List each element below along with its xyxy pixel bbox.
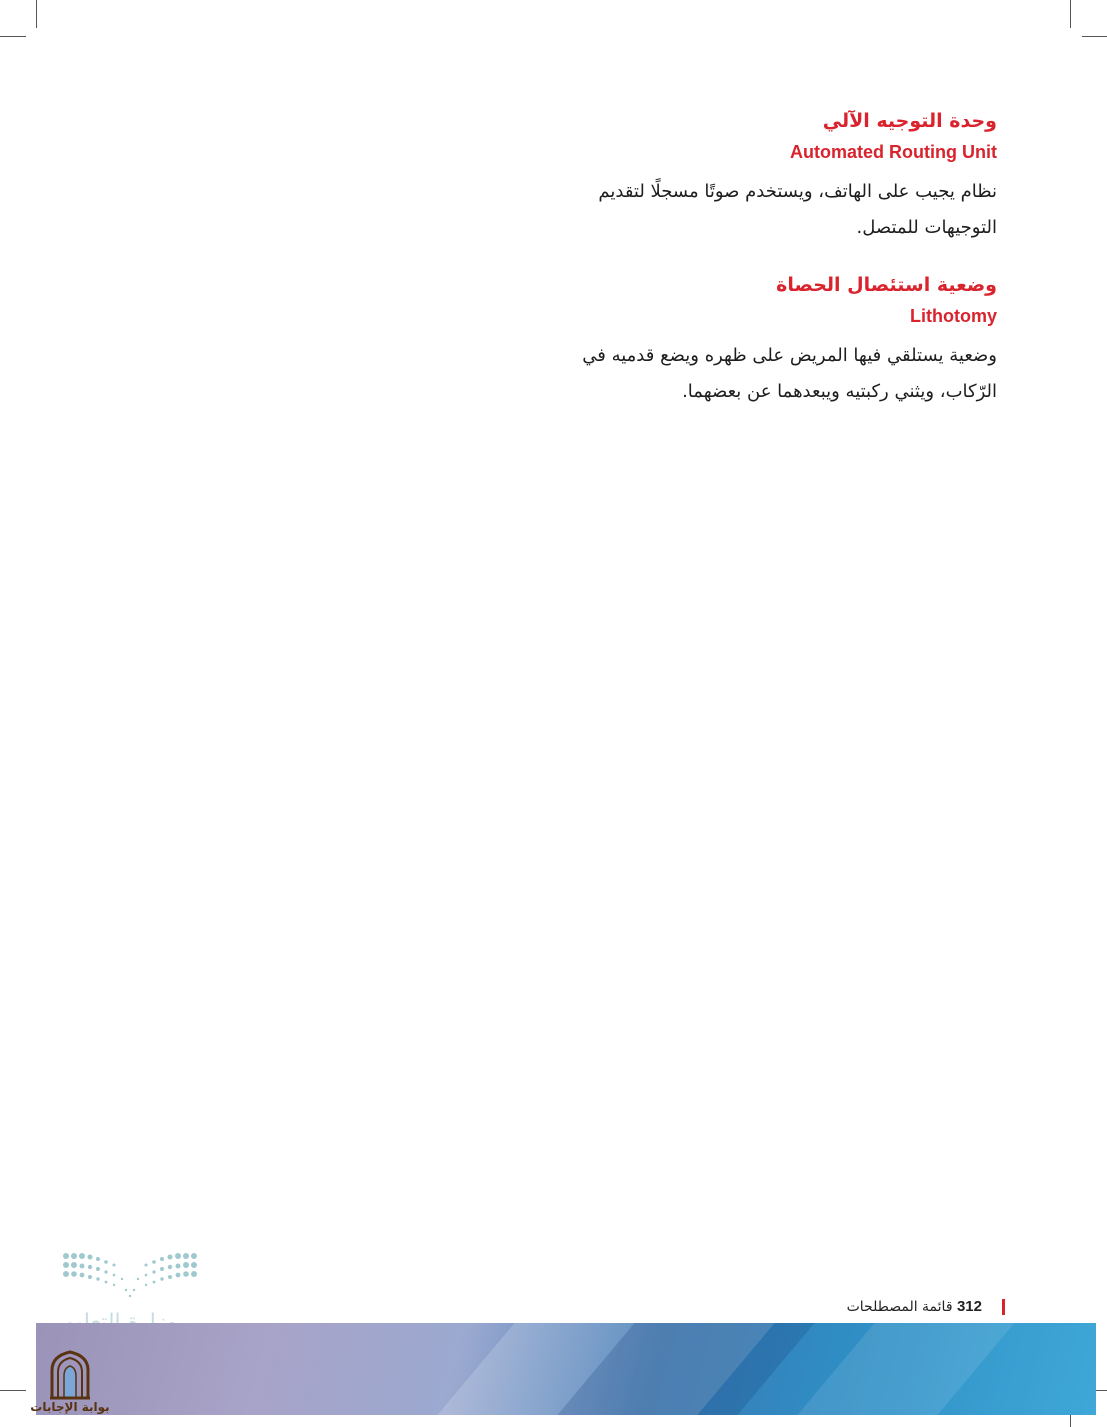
answers-portal-watermark: [30, 1348, 110, 1420]
definition-line: التوجيهات للمتصل.: [856, 217, 997, 238]
definition-line: نظام يجيب على الهاتف، ويستخدم صوتًا مسجلًا لتقديم: [598, 181, 997, 202]
term-english: Lithotomy: [910, 306, 997, 326]
footer-label: [847, 1297, 982, 1317]
page-footer: [847, 1297, 1005, 1317]
crop-mark-top-right: [1070, 0, 1071, 28]
footer-banner: [36, 1323, 1096, 1415]
glossary-content: [557, 108, 997, 436]
banner-swoosh: [797, 1323, 1014, 1415]
page-number: 312: [956, 1298, 982, 1315]
term-arabic: وضعية استئصال الحصاة: [776, 274, 997, 296]
term-definition: [557, 174, 997, 246]
glossary-term: [557, 108, 997, 246]
term-arabic: وحدة التوجيه الآلي: [822, 110, 997, 132]
glossary-term: [557, 272, 997, 410]
term-definition: [557, 338, 997, 410]
crop-mark-top-left: [36, 0, 37, 28]
crop-mark-bottom-left-h: [0, 1390, 26, 1391]
section-title: قائمة المصطلحات: [846, 1299, 953, 1315]
portal-label: بوابة الإجابات: [30, 1400, 110, 1414]
crop-mark-top-right-h: [1082, 36, 1107, 37]
footer-divider: [1002, 1299, 1005, 1315]
definition-line: الرّكاب، ويثني ركبتيه ويبعدهما عن بعضهما.: [682, 381, 997, 402]
term-english: Automated Routing Unit: [790, 142, 997, 162]
portal-arch-icon: [48, 1348, 92, 1400]
ministry-logo-icon: [60, 1248, 200, 1308]
definition-line: وضعية يستلقي فيها المريض على ظهره ويضع قدميه في: [582, 345, 997, 366]
crop-mark-top-left-h: [0, 36, 26, 37]
